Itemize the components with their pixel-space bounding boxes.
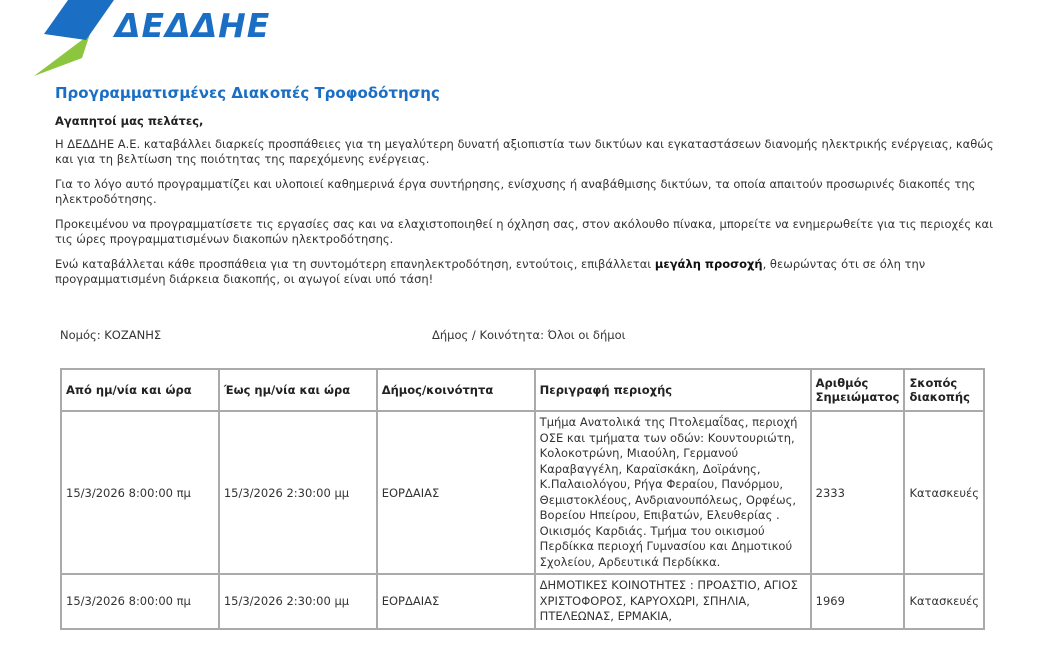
cell-note-number: 1969 [811,574,905,629]
table-row [61,411,984,574]
header-description: Περιγραφή περιοχής [535,369,811,411]
cell-description: ΔΗΜΟΤΙΚΕΣ ΚΟΙΝΟΤΗΤΕΣ : ΠΡΟΑΣΤΙΟ, ΑΓΙΟΣ ΧΡΙΣΤΟΦΟΡΟΣ, ΚΑΡΥΟΧΩΡΙ, ΣΠΗΛΙΑ, ΠΤΕΛΕΩΝΑΣ, ΕΡΜΑΚΙΑ, [535,574,811,629]
logo-mark-icon [30,0,120,80]
outages-table [60,368,985,630]
cell-municipality: ΕΟΡΔΑΙΑΣ [377,411,535,574]
header-to: Έως ημ/νία και ώρα [219,369,377,411]
warning-text-before: Ενώ καταβάλλεται κάθε προσπάθεια για τη συντομότερη επανηλεκτροδότηση, εντούτοις, επιβάλλεται [55,257,655,271]
greeting: Αγαπητοί μας πελάτες, [55,114,204,128]
page-title: Προγραμματισμένες Διακοπές Τροφοδότησης [55,84,440,102]
header-from: Από ημ/νία και ώρα [61,369,219,411]
schedule-paragraph: Προκειμένου να προγραμματίσετε τις εργασίες σας και να ελαχιστοποιηθεί η όχληση σας, στον ακόλουθο πίνακα, μπορείτε να ενημερωθείτε για τις περιοχές και τις ώρες προγραμματισμένων διακοπών ηλεκτροδότησης. [55,217,994,246]
header-note-number: Αριθμός Σημειώματος [811,369,905,411]
logo-wordmark: ΔΕΔΔΗΕ [115,6,271,45]
cell-municipality: ΕΟΡΔΑΙΑΣ [377,574,535,629]
cell-from: 15/3/2026 8:00:00 πμ [61,574,219,629]
cell-to: 15/3/2026 2:30:00 μμ [219,411,377,574]
brand-logo [30,0,270,80]
maintenance-paragraph: Για το λόγο αυτό προγραμματίζει και υλοποιεί καθημερινά έργα συντήρησης, ενίσχυσης ή αναβάθμισης δικτύων, τα οποία απαιτούν προσωρινές διακοπές της ηλεκτροδότησης. [55,177,976,206]
warning-paragraph [55,257,995,287]
prefecture-filter: Νομός: ΚΟΖΑΝΗΣ [60,328,162,342]
municipality-filter: Δήμος / Κοινότητα: Όλοι οι δήμοι [432,328,626,342]
cell-description: Τμήμα Ανατολικά της Πτολεμαΐδας, περιοχή ΟΣΕ και τμήματα των οδών: Κουντουριώτη, Κολοκοτρώνη, Μιαούλη, Γερμανού Καραβαγγέλη, Καραϊσκάκη, Δοϊράνης, Κ.Παλαιολόγου, Ρήγα Φεραίου, Πανόρμου, Θεμιστοκλέους, Ανδριανουπόλεως, Ορφέως, Βορείου Ηπείρου, Επιβατών, Ελευθερίας . Οικισμός Καρδιάς. Τμήμα του οικισμού Περδίκκα περιοχή Γυμνασίου και Δημοτικού Σχολείου, Αρδευτικά Περδίκκα. [535,411,811,574]
cell-purpose: Κατασκευές [904,411,984,574]
warning-text-after: , θεωρώντας ότι σε όλη την προγραμματισμένη διάρκεια διακοπής, οι αγωγοί είναι υπό τάση! [55,257,926,286]
header-purpose: Σκοπός διακοπής [904,369,984,411]
table-row [61,574,984,629]
main-content [55,84,995,297]
intro-paragraph: Η ΔΕΔΔΗΕ Α.Ε. καταβάλλει διαρκείς προσπάθειες για τη μεγαλύτερη δυνατή αξιοπιστία των δικτύων και εγκαταστάσεων διανομής ηλεκτρικής ενέργειας, καθώς και για τη βελτίωση της ποιότητας της παρεχόμενης ενέργειας. [55,137,994,166]
cell-purpose: Κατασκευές [904,574,984,629]
header-municipality: Δήμος/κοινότητα [377,369,535,411]
warning-emphasis: μεγάλη προσοχή [654,257,763,271]
cell-to: 15/3/2026 2:30:00 μμ [219,574,377,629]
table-header-row [61,369,984,411]
cell-from: 15/3/2026 8:00:00 πμ [61,411,219,574]
cell-note-number: 2333 [811,411,905,574]
filter-summary [60,328,960,342]
